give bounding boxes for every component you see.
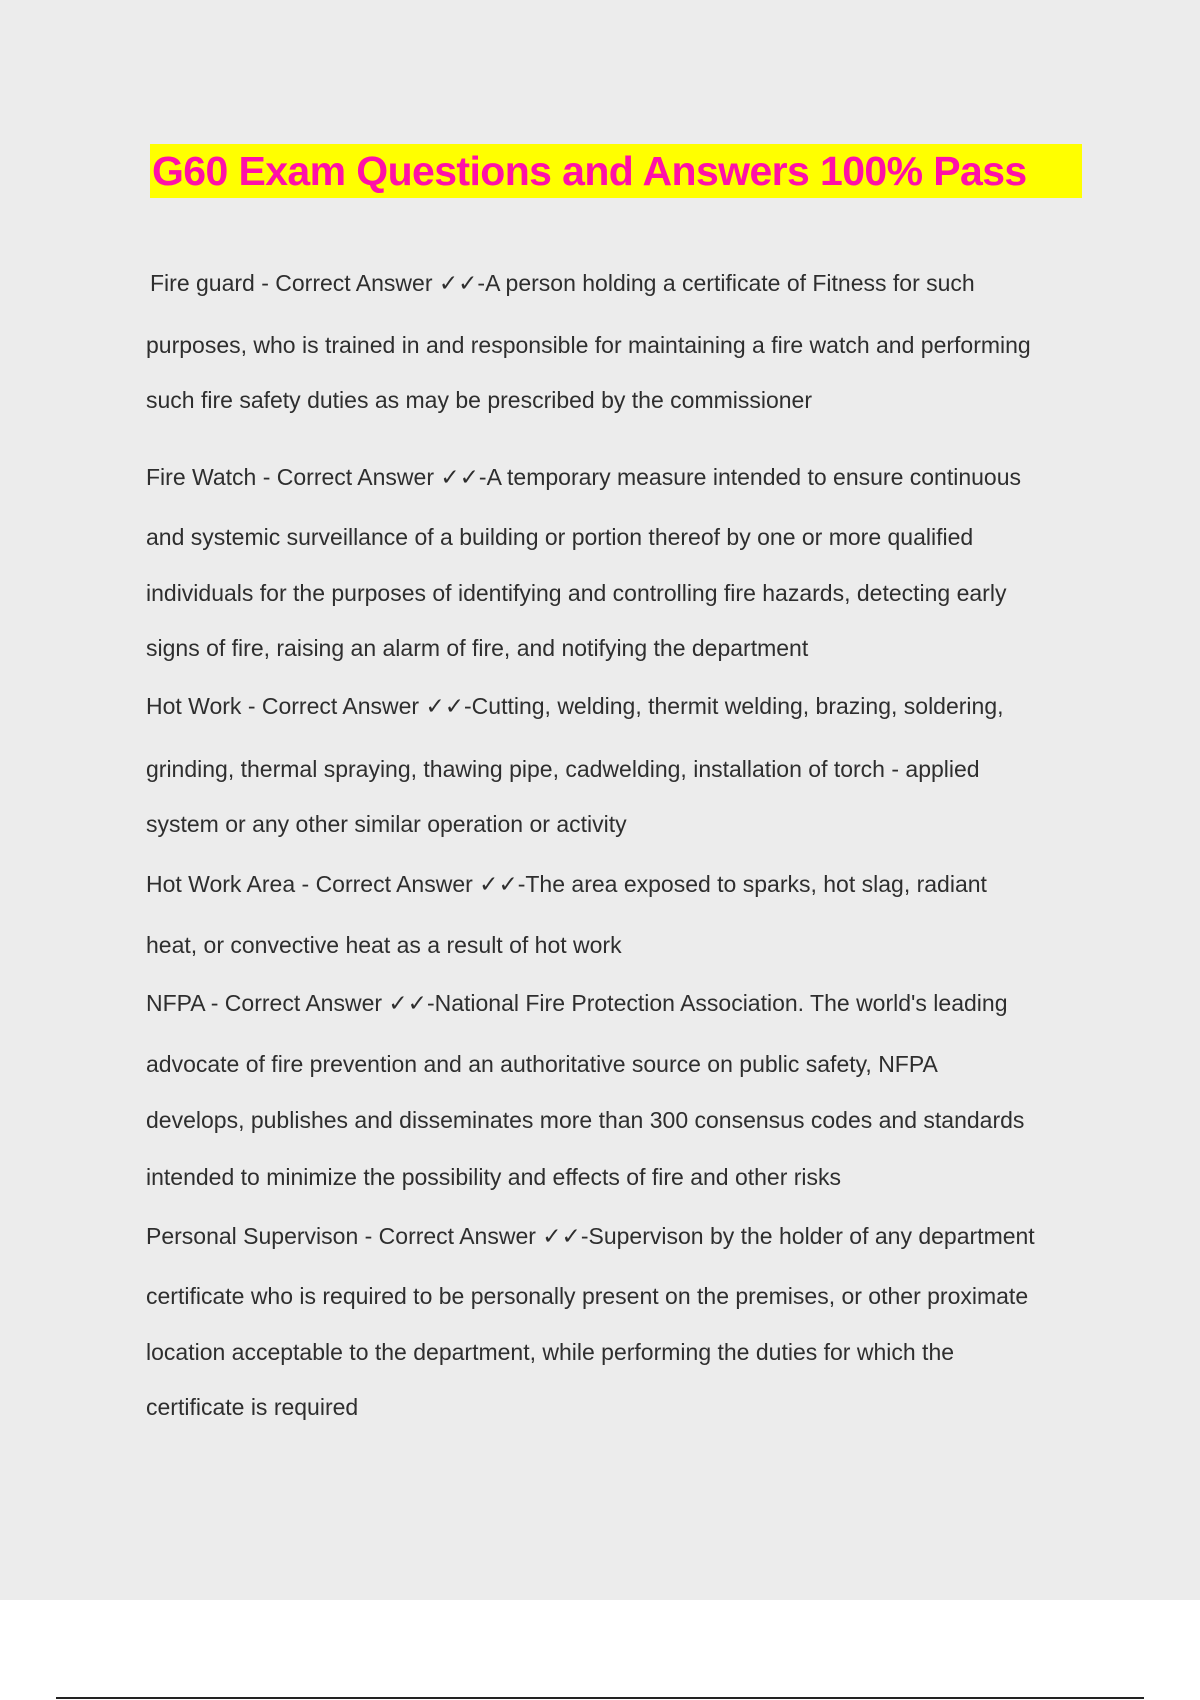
entry-line: individuals for the purposes of identifying and controlling fire hazards, detecting early [146,580,1007,606]
entry-line: such fire safety duties as may be prescribed by the commissioner [146,387,813,413]
entry-line: certificate is required [146,1394,359,1420]
entry-line: signs of fire, raising an alarm of fire, and notifying the department [146,635,809,661]
entry-line: and systemic surveillance of a building or portion thereof by one or more qualified [146,524,974,550]
entry-line: location acceptable to the department, while performing the duties for which the [146,1339,955,1365]
entry-line: Fire guard - Correct Answer ✓✓-A person holding a certificate of Fitness for such [150,270,975,296]
entry-line: grinding, thermal spraying, thawing pipe, cadwelding, installation of torch - applied [146,756,980,782]
entry-line: purposes, who is trained in and responsible for maintaining a fire watch and performing [146,332,1031,358]
entry-line: develops, publishes and disseminates more than 300 consensus codes and standards [146,1107,1025,1133]
entry-line: Personal Supervison - Correct Answer ✓✓-Supervison by the holder of any department [146,1223,1035,1249]
entry-line: NFPA - Correct Answer ✓✓-National Fire Protection Association. The world's leading [146,990,1008,1016]
entry-line: Hot Work Area - Correct Answer ✓✓-The area exposed to sparks, hot slag, radiant [146,871,987,897]
bottom-divider [56,1697,1144,1699]
entry-line: heat, or convective heat as a result of hot work [146,932,622,958]
entry-line: advocate of fire prevention and an authoritative source on public safety, NFPA [146,1051,938,1077]
entry-line: intended to minimize the possibility and effects of fire and other risks [146,1164,842,1190]
document-title: G60 Exam Questions and Answers 100% Pass [152,148,1027,194]
entry-line: system or any other similar operation or activity [146,811,627,837]
entry-line: Fire Watch - Correct Answer ✓✓-A temporary measure intended to ensure continuous [146,464,1022,490]
entry-line: certificate who is required to be personally present on the premises, or other proximate [146,1283,1029,1309]
entry-line: Hot Work - Correct Answer ✓✓-Cutting, welding, thermit welding, brazing, soldering, [146,693,1004,719]
